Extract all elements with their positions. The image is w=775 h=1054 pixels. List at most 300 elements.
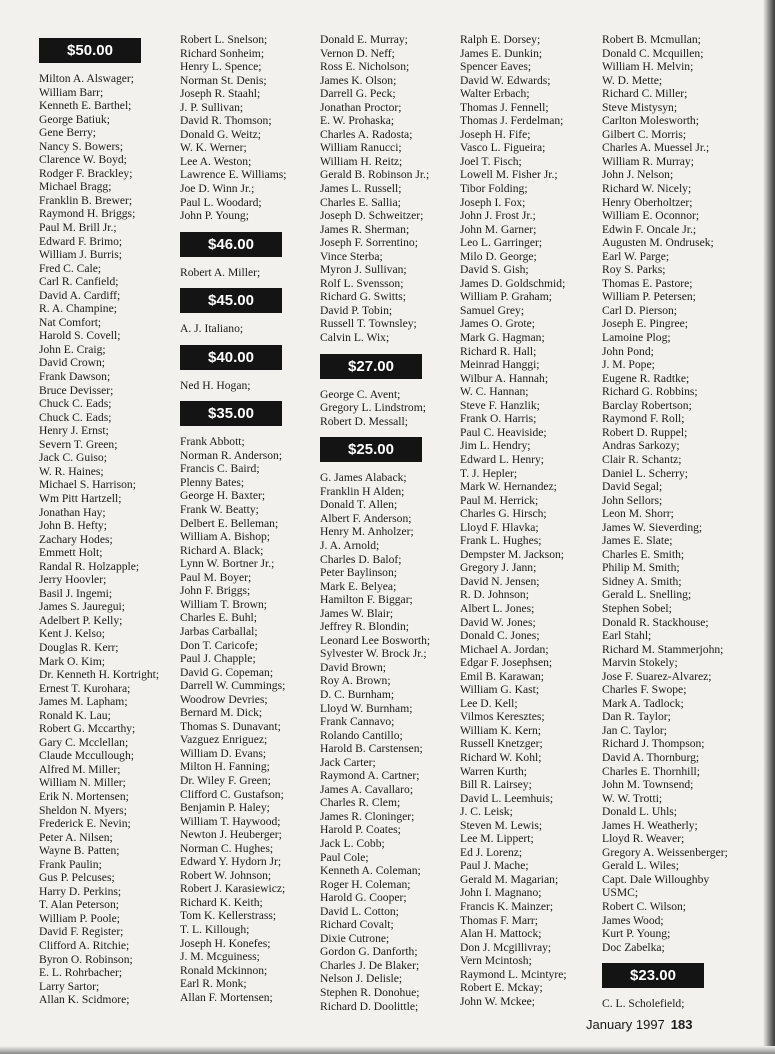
donor-name: Frank Paulin; — [39, 857, 102, 871]
donor-name: John B. Hefty; — [39, 519, 107, 533]
donor-name: Frank O. Harris; — [460, 412, 537, 426]
donor-name: David Crown; — [39, 356, 106, 370]
donor-name: Don T. Caricofe; — [180, 638, 258, 652]
donor-name: Joseph I. Fox; — [460, 195, 526, 209]
donor-name: J. A. Arnold; — [320, 538, 380, 552]
donor-name: Jeffrey R. Blondin; — [320, 620, 409, 634]
donor-name: Frank Dawson; — [39, 370, 111, 384]
donor-name: Allan F. Mortensen; — [180, 990, 273, 1004]
donor-name: Severn T. Green; — [39, 437, 118, 451]
donor-name: Milo D. George; — [460, 249, 537, 263]
donor-name: Nelson J. Delisle; — [320, 972, 403, 986]
donor-name: T. J. Hepler; — [460, 466, 518, 480]
donor-name: Carlton Molesworth; — [602, 114, 699, 128]
donor-name: Vazguez Enriguez; — [180, 733, 268, 747]
donor-name: Robert L. Snelson; — [180, 33, 268, 46]
donor-name: Darrell G. Peck; — [320, 87, 396, 101]
donor-name: Don J. Mcgillivray; — [460, 940, 552, 954]
donor-list — [460, 33, 567, 1008]
donor-name: Wayne B. Patten; — [39, 844, 120, 858]
donor-name: Dr. Kenneth H. Kortright; — [39, 668, 160, 682]
donor-name: Paul L. Woodard; — [180, 195, 262, 209]
donor-name: Richard C. Miller; — [602, 87, 688, 101]
amount-badge: $35.00 — [180, 401, 282, 426]
donor-name: Allan K. Scidmore; — [39, 993, 130, 1007]
donor-name: Henry L. Spence; — [180, 60, 262, 74]
donor-name: Paul J. Mache; — [460, 859, 529, 873]
donor-name: Lloyd R. Weaver; — [602, 832, 685, 846]
donor-name: Gerald B. Robinson Jr.; — [320, 168, 430, 182]
donor-name: Jarbas Carballal; — [180, 624, 258, 638]
donor-name: Paul C. Heaviside; — [460, 425, 547, 439]
donor-name: Robert D. Ruppel; — [602, 425, 688, 439]
donor-name: William H. Melvin; — [602, 60, 694, 74]
donor-name: Charles G. Hirsch; — [460, 507, 547, 521]
donor-name: Norman R. Anderson; — [180, 448, 283, 462]
donor-name: Edward F. Brimo; — [39, 234, 123, 248]
donor-name: Lamoine Plog; — [602, 331, 671, 345]
donor-name: Harold B. Carstensen; — [320, 742, 423, 756]
donor-name: Gregory L. Lindstrom; — [320, 401, 426, 415]
donor-name: Sylvester W. Brock Jr.; — [320, 647, 427, 661]
donor-name: Roger H. Coleman; — [320, 877, 411, 891]
donor-name: J. C. Leisk; — [460, 805, 513, 819]
donor-name: Thomas F. Marr; — [460, 913, 538, 927]
donor-name: Peter A. Nilsen; — [39, 830, 113, 844]
amount-badge: $40.00 — [180, 345, 282, 370]
donor-name: Edgar F. Josephsen; — [460, 656, 553, 670]
donor-name: T. L. Killough; — [180, 922, 250, 936]
donor-name: Milton H. Fanning; — [180, 760, 270, 774]
donor-column-5 — [602, 33, 728, 1011]
donor-name: Bernard M. Dick; — [180, 706, 263, 720]
donor-name: Richard D. Doolittle; — [320, 999, 419, 1013]
donor-name: Jan C. Taylor; — [602, 723, 667, 737]
donor-name: E. L. Rohrbacher; — [39, 966, 123, 980]
donor-name: A. J. Italiano; — [180, 322, 244, 336]
donor-name: Gary C. Mcclellan; — [39, 735, 129, 749]
donor-column-4 — [460, 33, 567, 1008]
donor-name: Rolf L. Svensson; — [320, 276, 404, 290]
donor-name: Bill R. Lairsey; — [460, 778, 532, 792]
donor-name: Harold P. Coates; — [320, 823, 401, 837]
donor-name: Mark G. Hagman; — [460, 331, 545, 345]
donor-list — [180, 379, 287, 393]
donor-name: Frederick E. Nevin; — [39, 817, 131, 831]
donor-name: David G. Copeman; — [180, 665, 274, 679]
donor-name: Frank L. Hughes; — [460, 534, 542, 548]
donor-name: W. K. Werner; — [180, 141, 247, 155]
donor-name: John M. Garner; — [460, 222, 537, 236]
donor-name: W. W. Trotti; — [602, 791, 663, 805]
donor-name: David L. Cotton; — [320, 904, 399, 918]
donor-list — [320, 33, 430, 345]
donor-name: Wm Pitt Hartzell; — [39, 491, 122, 505]
donor-name: William Ranucci; — [320, 141, 402, 155]
donor-name: William G. Kast; — [460, 683, 540, 697]
donor-name: Lee A. Weston; — [180, 154, 252, 168]
donation-tier — [460, 33, 567, 1008]
donor-name: John W. Mckee; — [460, 994, 536, 1008]
donor-name: Dan R. Taylor; — [602, 710, 671, 724]
donor-name: Gene Berry; — [39, 126, 96, 140]
donor-name: William P. Petersen; — [602, 290, 696, 304]
donor-name: Plenny Bates; — [180, 475, 245, 489]
donor-name: Clarence W. Boyd; — [39, 153, 127, 167]
donor-list — [602, 997, 728, 1011]
donor-name: Jose F. Suarez-Alvarez; — [602, 669, 712, 683]
donor-name: Nat Comfort; — [39, 315, 102, 329]
amount-badge: $25.00 — [320, 437, 422, 462]
donor-name: John J. Nelson; — [602, 168, 674, 182]
donor-name: David A. Thornburg; — [602, 750, 700, 764]
donor-name: John Sellors; — [602, 493, 663, 507]
donor-name: Jack Carter; — [320, 755, 376, 769]
donor-name: Philip M. Smith; — [602, 561, 680, 575]
donor-name: Frank Abbott; — [180, 435, 245, 449]
donor-name: Paul M. Herrick; — [460, 493, 539, 507]
donor-name: Douglas R. Kerr; — [39, 640, 119, 654]
donor-name: Henry J. Ernst; — [39, 424, 109, 438]
donor-name: Donald E. Murray; — [320, 33, 408, 46]
donor-name: Vilmos Keresztes; — [460, 710, 545, 724]
donor-name: James S. Jauregui; — [39, 600, 125, 614]
donor-name: Mark A. Tadlock; — [602, 696, 684, 710]
donor-name: Erik N. Mortensen; — [39, 789, 129, 803]
donor-name: Vern Mcintosh; — [460, 954, 532, 968]
donor-name: Frank W. Beatty; — [180, 503, 259, 517]
page-bottom-shadow — [0, 1046, 775, 1054]
donor-name: Vernon D. Neff; — [320, 46, 395, 60]
donor-name: Robert E. Mckay; — [460, 981, 543, 995]
donor-name: Robert C. Wilson; — [602, 900, 687, 913]
donor-name: Bruce Devisser; — [39, 383, 114, 397]
donor-name: Rolando Cantillo; — [320, 728, 403, 742]
donor-name: Joe D. Winn Jr.; — [180, 182, 255, 196]
donor-name: John I. Magnano; — [460, 886, 542, 900]
donor-name: David S. Gish; — [460, 263, 529, 277]
donor-name: Michael S. Harrison; — [39, 478, 136, 492]
donor-name: Henry Oberholtzer; — [602, 195, 693, 209]
donor-name: Leonard Lee Bosworth; — [320, 633, 431, 647]
donor-name: William D. Evans; — [180, 746, 267, 760]
donor-name: Raymond F. Roll; — [602, 412, 685, 426]
donor-name: John F. Briggs; — [180, 584, 251, 598]
donor-name: Roy S. Parks; — [602, 263, 666, 277]
donor-name: James A. Cavallaro; — [320, 782, 414, 796]
amount-badge: $45.00 — [180, 288, 282, 313]
donor-name: Charles F. Swope; — [602, 683, 687, 697]
donor-name: Roy A. Brown; — [320, 674, 391, 688]
donor-name: Tibor Folding; — [460, 182, 528, 196]
donor-name: Darrell W. Cummings; — [180, 679, 286, 693]
donor-name: W. R. Haines; — [39, 464, 104, 478]
donor-name: David P. Tobin; — [320, 303, 393, 317]
donor-name: Robert D. Messall; — [320, 414, 408, 428]
donor-name: Emil B. Karawan; — [460, 669, 545, 683]
donor-name: Adelbert P. Kelly; — [39, 613, 123, 627]
donation-tier — [602, 963, 728, 1011]
amount-badge: $50.00 — [39, 38, 141, 63]
donor-name: Jonathan Proctor; — [320, 100, 402, 114]
donor-name: Eugene R. Radtke; — [602, 371, 690, 385]
donor-name: Lee D. Kell; — [460, 696, 518, 710]
donation-tier — [180, 401, 287, 1004]
donor-name: Charles E. Sallia; — [320, 195, 401, 209]
donor-name: John M. Townsend; — [602, 778, 694, 792]
donor-name: W. D. Mette; — [602, 73, 663, 87]
donor-name: Richard G. Switts; — [320, 290, 406, 304]
donor-name: Thomas S. Dunavant; — [180, 719, 281, 733]
donor-name: Ronald K. Lau; — [39, 708, 111, 722]
donor-name: James K. Olson; — [320, 73, 397, 87]
donor-name: Franklin H Alden; — [320, 484, 405, 498]
donor-name: Gordon G. Danforth; — [320, 945, 418, 959]
donor-name: Basil J. Ingemi; — [39, 586, 113, 600]
donor-name: Spencer Eaves; — [460, 60, 532, 74]
donor-name: Delbert E. Belleman; — [180, 516, 279, 530]
donor-name: J. M. Mcguiness; — [180, 950, 260, 964]
donor-name: Dempster M. Jackson; — [460, 547, 565, 561]
donor-name: Stephen R. Donohue; — [320, 986, 420, 999]
issue-date: January 1997 — [586, 1017, 665, 1032]
donor-name: William P. Graham; — [460, 290, 552, 304]
donor-name: Thomas J. Ferdelman; — [460, 114, 564, 128]
donor-name: Donald G. Weitz; — [180, 127, 261, 141]
donor-name: Richard W. Nicely; — [602, 182, 692, 196]
donor-name: Donald T. Allen; — [320, 498, 398, 512]
donor-name: Warren Kurth; — [460, 764, 527, 778]
donor-name: Ed J. Lorenz; — [460, 845, 523, 859]
donor-name: Samuel Grey; — [460, 303, 525, 317]
donor-name: David A. Cardiff; — [39, 288, 121, 302]
donor-name: Lloyd W. Burnham; — [320, 701, 413, 715]
donor-name: Harry D. Perkins; — [39, 884, 122, 898]
donor-name: Woodrow Devries; — [180, 692, 268, 706]
donor-name: James E. Dunkin; — [460, 46, 543, 60]
donor-name: Alfred M. Miller; — [39, 762, 121, 776]
donation-tier — [320, 354, 430, 429]
donor-name: Michael Bragg; — [39, 180, 112, 194]
donor-name: Kent J. Kelso; — [39, 627, 106, 641]
donor-name: Daniel L. Scherry; — [602, 466, 688, 480]
donor-name: James H. Weatherly; — [602, 818, 698, 832]
donor-name: Lloyd F. Hlavka; — [460, 520, 539, 534]
donor-name: Ned H. Hogan; — [180, 378, 251, 392]
donor-name: Larry Sartor; — [39, 979, 100, 993]
donor-name: Emmett Holt; — [39, 546, 103, 560]
donor-name: Richard G. Robbins; — [602, 385, 698, 399]
donor-name: Henry M. Anholzer; — [320, 525, 414, 539]
donor-name: Charles R. Clem; — [320, 796, 401, 810]
donor-name: Joseph E. Pingree; — [602, 317, 688, 331]
donor-name: Thomas J. Fennell; — [460, 100, 549, 114]
amount-badge: $23.00 — [602, 963, 704, 988]
donor-name: J. P. Sullivan; — [180, 100, 244, 114]
donor-name: Kurt P. Young; — [602, 927, 671, 941]
donor-name: Wilbur A. Hannah; — [460, 371, 549, 385]
donor-name: Rodger F. Brackley; — [39, 166, 133, 180]
donor-name: Clifford A. Ritchie; — [39, 939, 130, 952]
donor-name: Ronald Mckinnon; — [180, 963, 268, 977]
donor-name: Andras Sarkozy; — [602, 439, 680, 453]
donor-name: Milton A. Alswager; — [39, 72, 135, 85]
donor-name: William T. Haywood; — [180, 814, 281, 828]
donor-name: Jim L. Hendry; — [460, 439, 531, 453]
donor-name: Lowell M. Fisher Jr.; — [460, 168, 558, 182]
donor-name: James Wood; — [602, 913, 664, 927]
donation-tier — [320, 33, 430, 345]
donor-name: Charles E. Smith; — [602, 547, 685, 561]
donor-name: Mark E. Belyea; — [320, 579, 397, 593]
donation-tier — [39, 38, 159, 1007]
donor-name: G. James Alaback; — [320, 471, 407, 485]
donor-name: William H. Reitz; — [320, 154, 403, 168]
donor-name: Claude Mccullough; — [39, 749, 134, 763]
donor-name: Richard M. Stammerjohn; — [602, 642, 724, 656]
donor-name: Paul M. Boyer; — [180, 570, 252, 584]
donor-name: Lee M. Lippert; — [460, 832, 534, 846]
donor-name: James R. Sherman; — [320, 222, 410, 236]
donor-name: Richard R. Hall; — [460, 344, 537, 358]
donor-name: Capt. Dale Willoughby — [602, 872, 710, 886]
donor-name: Donald C. Mcquillen; — [602, 46, 704, 60]
donor-name: Leon M. Shorr; — [602, 507, 674, 521]
donation-tier — [320, 437, 430, 1013]
donor-list — [180, 322, 287, 336]
donor-name: Raymond H. Briggs; — [39, 207, 136, 221]
donor-name: Albert F. Anderson; — [320, 511, 412, 525]
donor-name: Kenneth A. Coleman; — [320, 864, 421, 878]
donor-name: Lynn W. Bortner Jr.; — [180, 557, 275, 571]
donor-name: Marvin Stokely; — [602, 656, 678, 670]
donor-name: Alan H. Mattock; — [460, 927, 542, 941]
donor-name: Zachary Hodes; — [39, 532, 113, 546]
donor-name: Walter Erbach; — [460, 87, 530, 101]
amount-badge: $46.00 — [180, 232, 282, 257]
donor-name: Chuck C. Eads; — [39, 410, 112, 424]
donor-name: Peter Baylinson; — [320, 566, 397, 580]
donor-name: Clifford C. Gustafson; — [180, 787, 284, 801]
donor-name: Richard A. Black; — [180, 543, 264, 557]
donor-name: J. M. Pope; — [602, 358, 655, 372]
donor-name: Richard Covalt; — [320, 918, 394, 932]
donor-name: George H. Baxter; — [180, 489, 266, 503]
amount-badge: $27.00 — [320, 354, 422, 379]
donor-name: Joseph H. Konefes; — [180, 936, 271, 950]
donor-name: Thomas E. Pastore; — [602, 276, 693, 290]
donor-name: Joseph D. Schweitzer; — [320, 209, 424, 223]
donation-tier — [180, 345, 287, 393]
donor-name: Fred C. Cale; — [39, 261, 102, 275]
donor-name: Benjamin P. Haley; — [180, 801, 270, 815]
donor-name: Albert L. Jones; — [460, 601, 535, 615]
donor-name: Gerald L. Snelling; — [602, 588, 692, 602]
donor-name: Francis K. Mainzer; — [460, 900, 554, 913]
donor-name: Ernest T. Kurohara; — [39, 681, 131, 695]
donor-name: USMC; — [602, 886, 639, 900]
donor-list — [180, 266, 287, 280]
donor-list — [180, 435, 287, 1004]
donor-name: James E. Slate; — [602, 534, 673, 548]
donor-list — [602, 33, 728, 954]
donor-name: William Barr; — [39, 85, 104, 99]
donor-name: Richard Sonheim; — [180, 46, 265, 60]
donor-name: Steven M. Lewis; — [460, 818, 543, 832]
donor-name: Joel T. Fisch; — [460, 154, 522, 168]
donor-name: Mark O. Kim; — [39, 654, 106, 668]
donor-name: Earl Stahl; — [602, 629, 652, 643]
donor-name: Ralph E. Dorsey; — [460, 33, 541, 46]
donor-name: Mark W. Hernandez; — [460, 480, 557, 494]
donor-name: Meinrad Hanggi; — [460, 358, 540, 372]
donor-name: Vasco L. Figueira; — [460, 141, 546, 155]
donor-name: Gus P. Pelcuses; — [39, 871, 115, 885]
donor-name: David L. Leemhuis; — [460, 791, 554, 805]
donor-name: James D. Goldschmid; — [460, 276, 566, 290]
donor-name: David Brown; — [320, 660, 387, 674]
donor-name: Frank Cannavo; — [320, 715, 395, 729]
donor-name: Hamilton F. Biggar; — [320, 593, 413, 607]
donor-name: Jack L. Cobb; — [320, 836, 385, 850]
donor-name: Robert W. Johnson; — [180, 868, 272, 882]
donor-name: Doc Zabelka; — [602, 940, 665, 954]
donor-name: William R. Murray; — [602, 154, 694, 168]
donor-name: John E. Craig; — [39, 342, 106, 356]
donor-name: Franklin B. Brewer; — [39, 193, 133, 207]
donor-name: James W. Sieverding; — [602, 520, 703, 534]
donor-name: John J. Frost Jr.; — [460, 209, 536, 223]
donor-name: E. W. Prohaska; — [320, 114, 395, 128]
donor-name: Robert B. Mcmullan; — [602, 33, 701, 46]
donor-name: George C. Avent; — [320, 387, 401, 401]
donor-list — [180, 33, 287, 223]
donor-list — [320, 388, 430, 429]
donor-name: Gerald L. Wiles; — [602, 859, 679, 873]
donor-name: Edwin F. Oncale Jr.; — [602, 222, 697, 236]
donor-name: Richard K. Keith; — [180, 895, 263, 909]
donor-name: Gerald M. Magarian; — [460, 872, 559, 886]
donor-name: Robert J. Karasiewicz; — [180, 882, 286, 896]
donor-name: David W. Edwards; — [460, 73, 551, 87]
donor-name: Norman St. Denis; — [180, 73, 267, 87]
donor-name: Gregory A. Weissenberger; — [602, 845, 728, 859]
donor-column-1 — [39, 33, 159, 1007]
donor-name: Steve F. Hanzlik; — [460, 398, 540, 412]
donor-name: Joseph F. Sorrentino; — [320, 236, 418, 250]
donor-name: Dixie Cutrone; — [320, 931, 390, 945]
donation-tier — [602, 33, 728, 954]
donor-name: Jerry Hoovler; — [39, 573, 107, 587]
donor-name: Ross E. Nicholson; — [320, 60, 410, 74]
donor-name: James O. Grote; — [460, 317, 536, 331]
donor-name: Tom K. Kellerstrass; — [180, 909, 277, 923]
donor-name: Paul J. Chapple; — [180, 652, 256, 666]
donor-name: James W. Blair; — [320, 606, 394, 620]
donor-name: Harold G. Cooper; — [320, 891, 407, 905]
donor-name: R. A. Champine; — [39, 302, 117, 316]
donor-name: Calvin L. Wix; — [320, 331, 390, 345]
donor-name: C. L. Scholefield; — [602, 997, 685, 1011]
donor-name: Charles D. Balof; — [320, 552, 402, 566]
donor-name: Earl R. Monk; — [180, 977, 247, 991]
donor-name: Donald C. Jones; — [460, 629, 540, 643]
page-edge-shadow — [763, 0, 775, 1054]
donor-name: D. C. Burnham; — [320, 687, 395, 701]
donor-name: Earl W. Parge; — [602, 249, 670, 263]
page-footer — [586, 1017, 692, 1032]
donor-name: Edward L. Henry; — [460, 452, 545, 466]
